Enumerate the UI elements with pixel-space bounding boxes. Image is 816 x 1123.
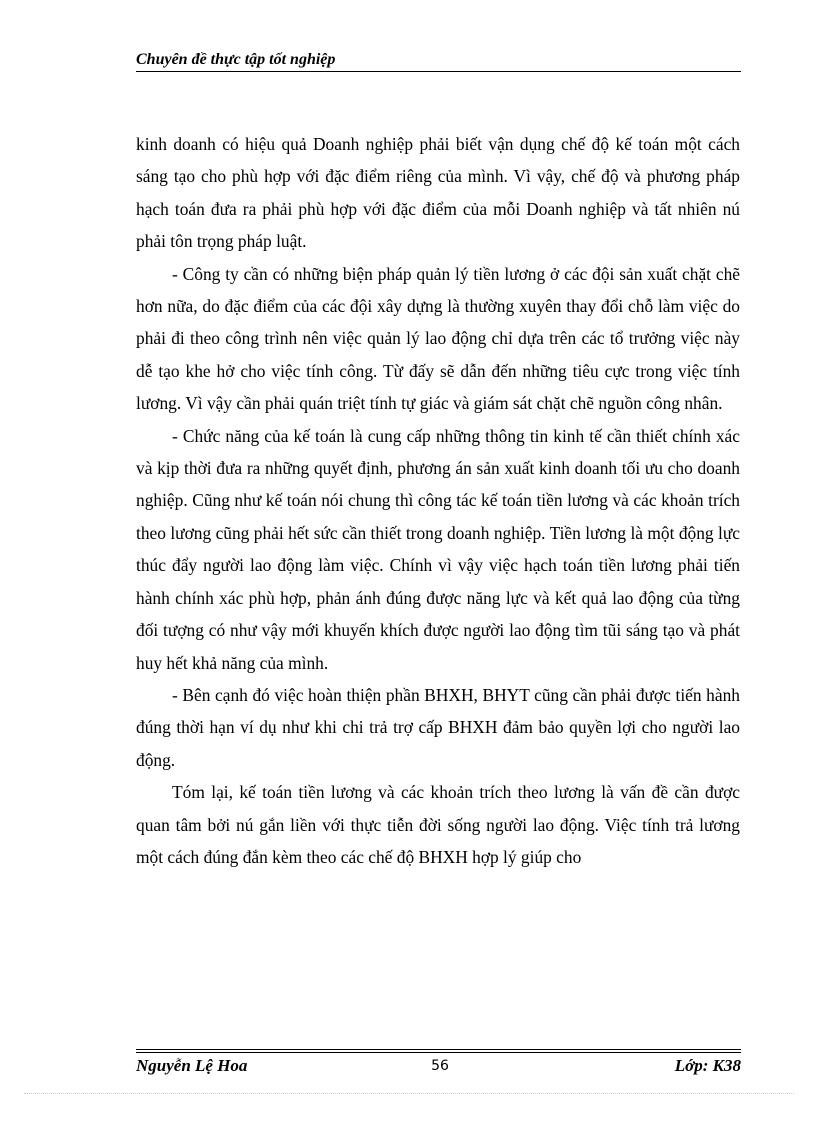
body-text xyxy=(136,128,740,873)
paragraph: - Bên cạnh đó việc hoàn thiện phần BHXH, BHYT cũng cần phải được tiến hành đúng thời hạn ví dụ như khi chi trả trợ cấp BHXH đảm bảo quyền lợi cho người lao động. xyxy=(136,684,740,770)
page-number: 56 xyxy=(431,1058,449,1074)
footer-author: Nguyễn Lệ Hoa xyxy=(136,1056,248,1075)
header-title: Chuyên đề thực tập tốt nghiệp xyxy=(136,51,336,68)
footer-rule xyxy=(136,1049,741,1050)
page-header xyxy=(136,50,741,70)
footer-rule xyxy=(136,1052,741,1053)
paragraph: - Công ty cần có những biện pháp quản lý tiền lương ở các đội sản xuất chặt chẽ hơn nữa, do đặc điểm của các đội xây dựng là thường xuyên thay đổi chỗ làm việc do phải đi theo công trình nên việc quản lý lao động chỉ dựa trên các tổ trưởng việc này dễ tạo khe hở cho việc tính công. Từ đấy sẽ dẫn đến những tiêu cực trong việc tính lương. Vì vậy cần phải quán triệt tính tự giác và giám sát chặt chẽ nguồn công nhân. xyxy=(136,263,740,414)
footer-class: Lớp: K38 xyxy=(674,1056,741,1075)
paragraph: - Chức năng của kế toán là cung cấp những thông tin kinh tế cần thiết chính xác và kịp thời đưa ra những quyết định, phương án sản xuất kinh doanh tối ưu cho doanh nghiệp. Cũng như kế toán nói chung thì công tác kế toán tiền lương và các khoản trích theo lương cũng phải hết sức cần thiết trong doanh nghiệp. Tiền lương là một động lực thúc đẩy người lao động làm việc. Chính vì vậy việc hạch toán tiền lương phải tiến hành chính xác phù hợp, phản ánh đúng được năng lực và kết quả lao động của từng đối tượng có như vậy mới khuyến khích được người lao động tìm tũi sáng tạo và phát huy hết khả năng của mình. xyxy=(136,425,740,673)
header-rule xyxy=(136,71,741,72)
paragraph: kinh doanh có hiệu quả Doanh nghiệp phải biết vận dụng chế độ kế toán một cách sáng tạo cho phù hợp với đặc điểm riêng của mình. Vì vậy, chế độ và phương pháp hạch toán đưa ra phải phù hợp với đặc điểm của mỗi Doanh nghiệp và tất nhiên nú phải tôn trọng pháp luật. xyxy=(136,134,740,252)
page-edge-divider xyxy=(24,1093,794,1094)
paragraph: Tóm lại, kế toán tiền lương và các khoản trích theo lương là vấn đề cần được quan tâm bởi nú gắn liền với thực tiễn đời sống người lao động. Việc tính trả lương một cách đúng đắn kèm theo các chế độ BHXH hợp lý giúp cho xyxy=(136,782,740,867)
